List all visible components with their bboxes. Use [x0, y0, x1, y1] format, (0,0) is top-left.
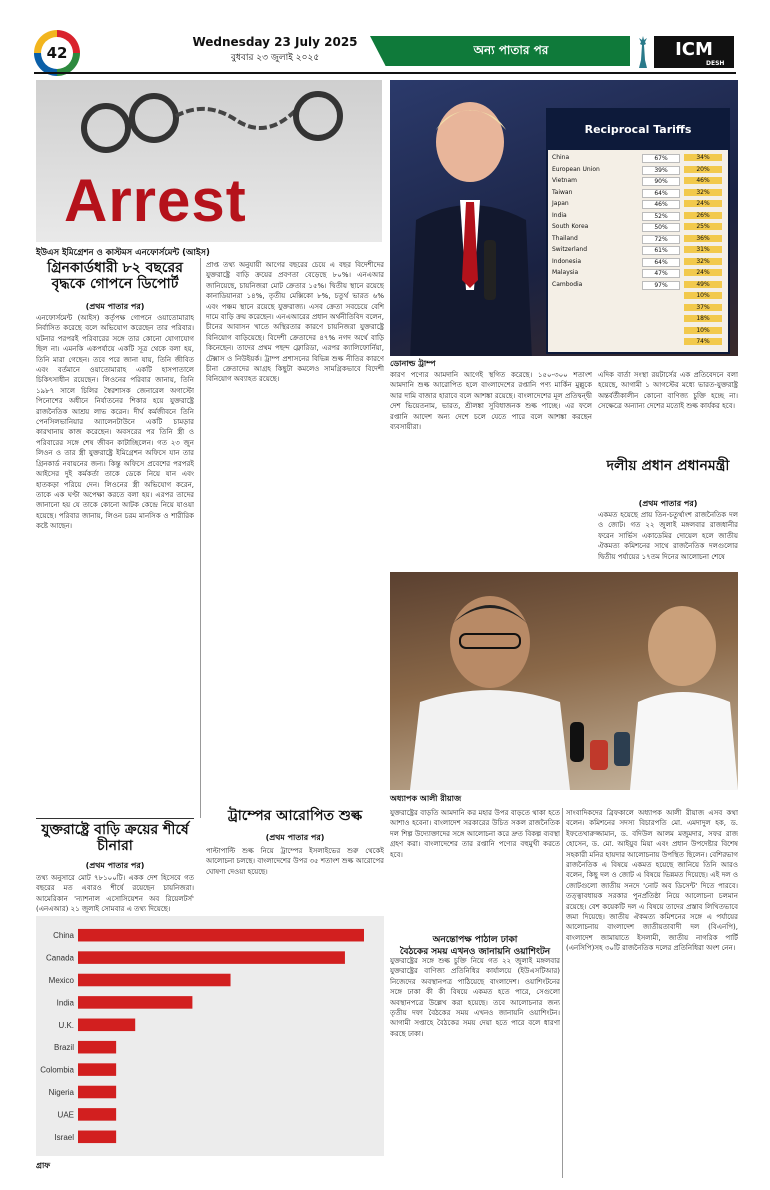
- chart-category-label: Colombia: [40, 1065, 74, 1075]
- chart-category-label: Canada: [45, 953, 74, 963]
- chart-credit: গ্রাফ: [36, 1161, 51, 1170]
- chart-category-label: Brazil: [53, 1043, 74, 1053]
- tariff-charged: 47%: [642, 269, 680, 278]
- statue-of-liberty-icon: [636, 34, 650, 68]
- chart-category-label: Nigeria: [48, 1088, 74, 1097]
- tariff-row: [552, 177, 724, 188]
- tariff-country: Switzerland: [552, 246, 587, 253]
- tariff-row: [552, 304, 724, 315]
- tariff-row: [552, 223, 724, 234]
- tariff-row: [552, 327, 724, 338]
- tariff-reciprocal: 46%: [684, 177, 722, 184]
- chart-bar: [78, 951, 345, 964]
- party-chief-byline: (প্রথম পাতার পর): [638, 499, 698, 508]
- housing-byline: (প্রথম পাতার পর): [85, 861, 145, 870]
- newspaper-logo[interactable]: ICM: [654, 36, 734, 68]
- trump-figure: [400, 90, 540, 356]
- foreign-buyers-bar-chart: [36, 916, 384, 1156]
- column-divider: [562, 808, 563, 1178]
- position-paper-body: যুক্তরাষ্ট্রের সঙ্গে শুল্ক চুক্তি নিয়ে গত ২২ জুলাই মঙ্গলবার যুক্তরাষ্ট্রের বাণিজ্য প্রতিনিধির কার্যালয়ে (ইউএসটিআর) নিজেদের অবস্থানপত্র পাঠিয়েছে বাংলাদেশ। ওয়াশিংটনের সঙ্গে ঢাকা কী কী বিষয়ে একমত হতে পারে, সেগুলো অবস্থানপত্রে উল্লেখ করা হয়েছে। তবে আলোচনার জন্য তৃতীয় দফা বৈঠকের সময় এখনও জানায়নি ওয়াশিংটন। আগামী সপ্তাহে বৈঠকের সময় দেয়া হতে পারে বলে ধারণা করছে ঢাকা।: [390, 957, 560, 1038]
- tariff-country: Japan: [552, 200, 569, 207]
- trump-photo: [390, 80, 738, 356]
- press-photo-caption: অধ্যাপক আলী রীয়াজ: [390, 794, 462, 803]
- tariff-row: [552, 281, 724, 292]
- tariff-row: [552, 246, 724, 257]
- tariff-row: [552, 154, 724, 165]
- tariff-row: [552, 269, 724, 280]
- arrest-word: Arrest: [64, 167, 247, 234]
- section-rule: [36, 818, 194, 819]
- tariff-row: [552, 292, 724, 303]
- chart-category-label: U.K.: [58, 1020, 74, 1030]
- chart-bar: [78, 929, 364, 942]
- tariff-reciprocal: 34%: [684, 154, 722, 161]
- chart-category-label: China: [53, 931, 74, 941]
- chart-category-label: India: [56, 998, 74, 1008]
- tariff-board-title: Reciprocal Tariffs: [548, 110, 728, 150]
- chart-bar: [78, 1131, 116, 1144]
- tariff-charged: 50%: [642, 223, 680, 232]
- tariff-reciprocal: 26%: [684, 212, 722, 219]
- tariff-charged: 61%: [642, 246, 680, 255]
- position-paper-subhead: অনন্তোপক্ষ পাঠাল ঢাকা: [432, 935, 518, 945]
- tariff-reciprocal: 32%: [684, 189, 722, 196]
- amir-left-body: যুক্তরাষ্ট্রের বাড়তি আমদানি কর মহার উপর বাড়তে থাকা হতে আশাও হবেনা। বাংলাদেশ সরকারের উচিত সকল রাজনৈতিক দল শিল্প উদ্যোক্তাদের সঙ্গে আলোচনা করে দ্রুত বিকল্প ব্যবস্থা গ্রহণ করা। বাংলাদেশের তার রপ্তানি পণ্যের বহুমুখী করতে হবে।: [390, 809, 560, 859]
- tariff-country: European Union: [552, 165, 600, 173]
- housing-body: তথ্য অনুসারে মোট ৭৮১০০টি। একক দেশ হিসেবে গত বছরের মত এবারও শীর্ষে রয়েছেন চায়নিজরা। আমেরিকান 'ন্যাশনাল এসোসিয়েশন অব রিয়েলটর্স' (এনএআর) ২১ জুলাই সোমবার এ তথ্য দিয়েছে।: [36, 874, 194, 914]
- tariff-reciprocal: 36%: [684, 235, 722, 242]
- chart-category-label: Israel: [54, 1132, 74, 1142]
- tariff-row: [552, 338, 724, 349]
- tariff-row: [552, 235, 724, 246]
- newspaper-logo-sub: DESH: [706, 60, 725, 67]
- trump-photo-caption: ডোনাল্ড ট্রাম্প: [390, 359, 436, 368]
- tariff-row: [552, 200, 724, 211]
- tariff-charged: 46%: [642, 200, 680, 209]
- tariff-reciprocal: 74%: [684, 338, 722, 345]
- tariff-charged: 52%: [642, 212, 680, 221]
- commission-body: সাংবাদিকদের ব্রিফকালে অধ্যাপক আলী রীয়াজ এসব কথা বলেন। কমিশনের সদস্য বিচারপতি মো. এমদাদুল হক, ড. ইফতেখারুজ্জামান, ড. বদিউল আলম মজুমদার, সফর রাজ হোসেন, ড. মো. আইয়ুব মিয়া এবং প্রধান উপদেষ্টার বিশেষ সহকারী মনির হায়দার আলোচনায় উপস্থিত ছিলেন। বেশিরভাগ রাজনৈতিক এ বিষয়ে একমত হয়েছে জানিয়ে তিনি আরও বলেন, কিছু দল ও জোট এ বিষয়ে ভিন্নমত দিয়েছে। এই দল ও জোটগুলো জাতীয় সনদে 'নোট অব ডিসেন্ট' দিতে পারবে। তত্ত্বাবধায়ক সরকার পুনর্প্রতিষ্ঠা নিয়ে আলোচনা চলমান রয়েছে। বেশ কয়েকটি দল এ বিষয়ে তাদের প্রস্তাব লিখিতভাবে জমা দিয়েছে। জাতীয় ঐকমত্য কমিশনের সঙ্গে এ পর্যায়ের আলোচনায় বাংলাদেশ জাতীয়তাবাদী দল (বিএনপি), বাংলাদেশ জামায়াতে ইসলামী, জাতীয় নাগরিক পার্টি (এনসিপি)সহ ৩০টি রাজনৈতিক দলের প্রতিনিধিরা অংশ নেন।: [566, 809, 738, 953]
- tariff-row: [552, 189, 724, 200]
- header-rule: [34, 72, 736, 74]
- tariff-continued-body: কারণ পণ্যের আমদানি আগেই স্থগিত করেছে। ১৫০-৩০০ শতাংশ আমদানি শুল্ক আরোপিত হলে বাংলাদেশের রপ্তানি পণ্য মার্কিন মুল্লুকে আর দামি বাজার হারাবে বলে আশঙ্কা রয়েছে। বাংলাদেশের মূল প্রতিদ্বন্দ্বী দেশ ভিয়েতনাম, ভারত, শ্রীলঙ্কা সুবিধাজনক শুল্ক পাচ্ছে। এর ফলে রপ্তানি আদেশ অন্য দেশে চলে যেতে পারে বলে আশঙ্কা করছেন ব্যবসায়ীরা।: [390, 371, 592, 432]
- tariff-reciprocal: 18%: [684, 315, 722, 322]
- arrest-photo: [36, 80, 382, 242]
- party-chief-headline[interactable]: দলীয় প্রধান প্রধানমন্ত্রী: [606, 458, 730, 474]
- party-chief-body: একমত হয়েছে প্রায় তিন-চতুর্থাংশ রাজনৈতিক দল ও জোট। গত ২২ জুলাই মঙ্গলবার রাজধানীর ফরেন সার্ভিস একাডেমির দোয়েল হলে জাতীয় ঐকমত্য কমিশনের সাথে রাজনৈতিক দলগুলোর দ্বিতীয় পর্যায়ের ১৭তম দিনের আলোচনা শেষে: [598, 511, 738, 561]
- tariff-country: Taiwan: [552, 188, 573, 196]
- press-conference-photo: [390, 572, 738, 790]
- tariff-reciprocal: 31%: [684, 246, 722, 253]
- tariff-charged: 90%: [642, 177, 680, 186]
- tariff-reciprocal: 10%: [684, 292, 722, 299]
- page-number: 42: [46, 44, 68, 62]
- tariff-reciprocal: 24%: [684, 269, 722, 276]
- section-title: অন্য পাতার পর: [473, 43, 549, 57]
- arrest-body: এনফোর্সমেন্ট (আইস) কর্তৃপক্ষ গোপনে ওয়াতোমারাহ নির্বাসিত করেছে বলে অভিযোগ করেছেন তার পরিবার। ঘটনার পরপরই পরিবারের সঙ্গে তার কোনো যোগাযোগ ছিল না। এমনকি একপর্যায়ে একটি সূত্র থেকে বলা হয়, তিনি মারা গেছেন। তবে পরে জানা যায়, তিনি জীবিত এবং বর্তমানে ওয়াতোমারাহ একটি হাসপাতালে চিকিৎসাধীন রয়েছেন। লিওনের পরিবার জানায়, তিনি ১৯৮৭ সালে চিলির স্বৈরশাসক জেনারেল অগাস্টো পিনোশের অধীনে নির্যাতনের শিকার হয়ে যুক্তরাষ্ট্রে রাজনৈতিক আশ্রয় লাভ করেন। দীর্ঘ কর্মজীবনে তিনি পেনসিলভানিয়ার অ্যালেনটাউনে একটি চামড়ার কারখানায় কাজ করেছেন। অবসরের পর তিনি স্ত্রী ও পরিবারের সঙ্গে শেষ জীবন কাটাচ্ছিলেন। গত ২৩ জুন লিওন ও তার স্ত্রী যুক্তরাষ্ট্রে ইমিগ্রেশন অফিসে যান তার গ্রিনকার্ড নবায়নের জন্য। কিন্তু অফিসে প্রবেশের পরপরই আইসের দুই কর্মকর্তা তাকে ডেকে নিয়ে যান এবং হাতকড়া পরিয়ে দেন। লিওনের স্ত্রী অভিযোগ করেন, তাকে এক ঘণ্টা অপেক্ষা করতে বলা হয়। এরপর তাদের জানানো হয় যে তাকে কোনো আটক কেন্দ্রে নিয়ে যাওয়া হয়েছে। পরিবার জানায়, লিওন চরম মানসিক ও শারীরিক কষ্টে আছেন।: [36, 314, 194, 531]
- tariff-body: পাল্টাপাল্টি শুল্ক নিয়ে ট্রাম্পের ইসলাইভের শুরু থেকেই আলোচনা চলছে। বাংলাদেশের উপর ৩৫ শতাংশ শুল্ক আরোপের ঘোষণা দেওয়া হয়েছে।: [206, 847, 384, 876]
- tariff-reciprocal: 24%: [684, 200, 722, 207]
- tariff-country: China: [552, 154, 570, 161]
- tariff-reciprocal: 10%: [684, 327, 722, 334]
- tariff-reciprocal: 49%: [684, 281, 722, 288]
- tariff-reciprocal: 37%: [684, 304, 722, 311]
- tariff-row: [552, 315, 724, 326]
- tariff-country: Cambodia: [552, 280, 583, 288]
- tariff-charged: 39%: [642, 166, 680, 175]
- edition-date: Wednesday 23 July 2025: [192, 35, 358, 49]
- chart-category-label: UAE: [57, 1110, 74, 1120]
- tariff-country: South Korea: [552, 223, 589, 230]
- chart-bar: [78, 1086, 116, 1099]
- tariff-charged: 97%: [642, 281, 680, 290]
- arrest-byline: (প্রথম পাতার পর): [85, 302, 145, 311]
- tariff-reciprocal: 20%: [684, 166, 722, 173]
- chart-bar: [78, 996, 192, 1009]
- page-header: [0, 0, 770, 72]
- tariff-charged: 64%: [642, 258, 680, 267]
- arrest-headline[interactable]: গ্রিনকার্ডধারী ৮২ বছরের বৃদ্ধকে গোপনে ডিপোর্ট: [47, 260, 183, 293]
- tariff-headline[interactable]: ট্রাম্পের আরোপিত শুল্ক: [227, 808, 363, 824]
- tariff-row: [552, 258, 724, 269]
- reuters-body: এদিক বার্তা সংস্থা রয়টার্সের এক প্রতিবেদনে বলা হয়েছে, আগামী ১ আগস্টের মধ্যে ভারত-যুক্তরাষ্ট্র অন্তর্বর্তীকালীন কোনো বাণিজ্য চুক্তি হচ্ছে না। সেক্ষেত্রে অন্যান্য দেশের মতোই শুল্ক কার্যকর হবে।: [598, 371, 738, 411]
- tariff-reciprocal: 32%: [684, 258, 722, 265]
- tariff-country: Vietnam: [552, 177, 578, 184]
- tariff-byline: (প্রথম পাতার পর): [265, 833, 325, 842]
- tariff-charged: 67%: [642, 154, 680, 163]
- housing-continued-body: প্রাপ্ত তথ্য অনুযায়ী আগের বছরের চেয়ে এ বছর বিদেশীদের যুক্তরাষ্ট্রে বাড়ি ক্রয়ের প্রবণতা বেড়েছে ৮০%। এনএআর জানিয়েছে, চায়নিজরা মোট ক্রেতার ১৫%। দ্বিতীয় স্থানে রয়েছে কানাডিয়ানরা ১৪%, তৃতীয় মেক্সিকো ৮%, চতুর্থ ভারত ৬% এবং পঞ্চম স্থানে রয়েছে যুক্তরাজ্য। এসব ক্রেতা সবচেয়ে বেশি দামে বাড়ি ক্রয় করেছেন। এনএআরের প্রধান অর্থনীতিবিদ বলেন, চীনের আবাসন খাতে অস্থিরতার কারণে চায়নিজরা যুক্তরাষ্ট্রে বিনিয়োগ বাড়িয়েছে। বিদেশী ক্রেতাদের ৪৭% নগদ অর্থে বাড়ি কিনেছেন। তাদের প্রথম পছন্দ ফ্লোরিডা, এরপর ক্যালিফোর্নিয়া, টেক্সাস ও নিউইয়র্ক। ট্রাম্প প্রশাসনের বিভিন্ন শুল্ক নীতির কারণে চীনা ক্রেতাদের আগ্রহ কিছুটা কমলেও সামগ্রিকভাবে বিদেশী বিনিয়োগ অব্যাহত রয়েছে।: [206, 261, 384, 384]
- edition-bangla-date: বুধবার ২৩ জুলাই ২০২৫: [230, 53, 320, 63]
- chart-bar: [78, 1041, 116, 1054]
- tariff-charged: 72%: [642, 235, 680, 244]
- speakers-figures: [390, 572, 738, 790]
- tariff-row: [552, 212, 724, 223]
- tariff-board: [546, 108, 730, 354]
- tariff-country: Indonesia: [552, 257, 582, 265]
- tariff-reciprocal: 25%: [684, 223, 722, 230]
- housing-headline[interactable]: যুক্তরাষ্ট্রে বাড়ি ক্রয়ের শীর্ষে চীনারা: [41, 822, 189, 855]
- tariff-row: [552, 166, 724, 177]
- chart-bar: [78, 1063, 116, 1076]
- chart-category-label: Mexico: [48, 976, 74, 985]
- tariff-country: Thailand: [552, 234, 578, 242]
- tariff-charged: 64%: [642, 189, 680, 198]
- chart-bar: [78, 1019, 135, 1032]
- meeting-subhead: বৈঠকের সময় এখনও জানায়নি ওয়াশিংটন: [399, 947, 551, 957]
- chart-bar: [78, 1108, 116, 1121]
- arrest-photo-caption: ইউএস ইমিগ্রেশন ও কাস্টমস এনফোর্সমেন্ট (আইস): [36, 248, 210, 258]
- chart-bar: [78, 974, 231, 987]
- tariff-country: Malaysia: [552, 269, 579, 276]
- column-divider: [200, 258, 201, 818]
- tariff-country: India: [552, 211, 567, 219]
